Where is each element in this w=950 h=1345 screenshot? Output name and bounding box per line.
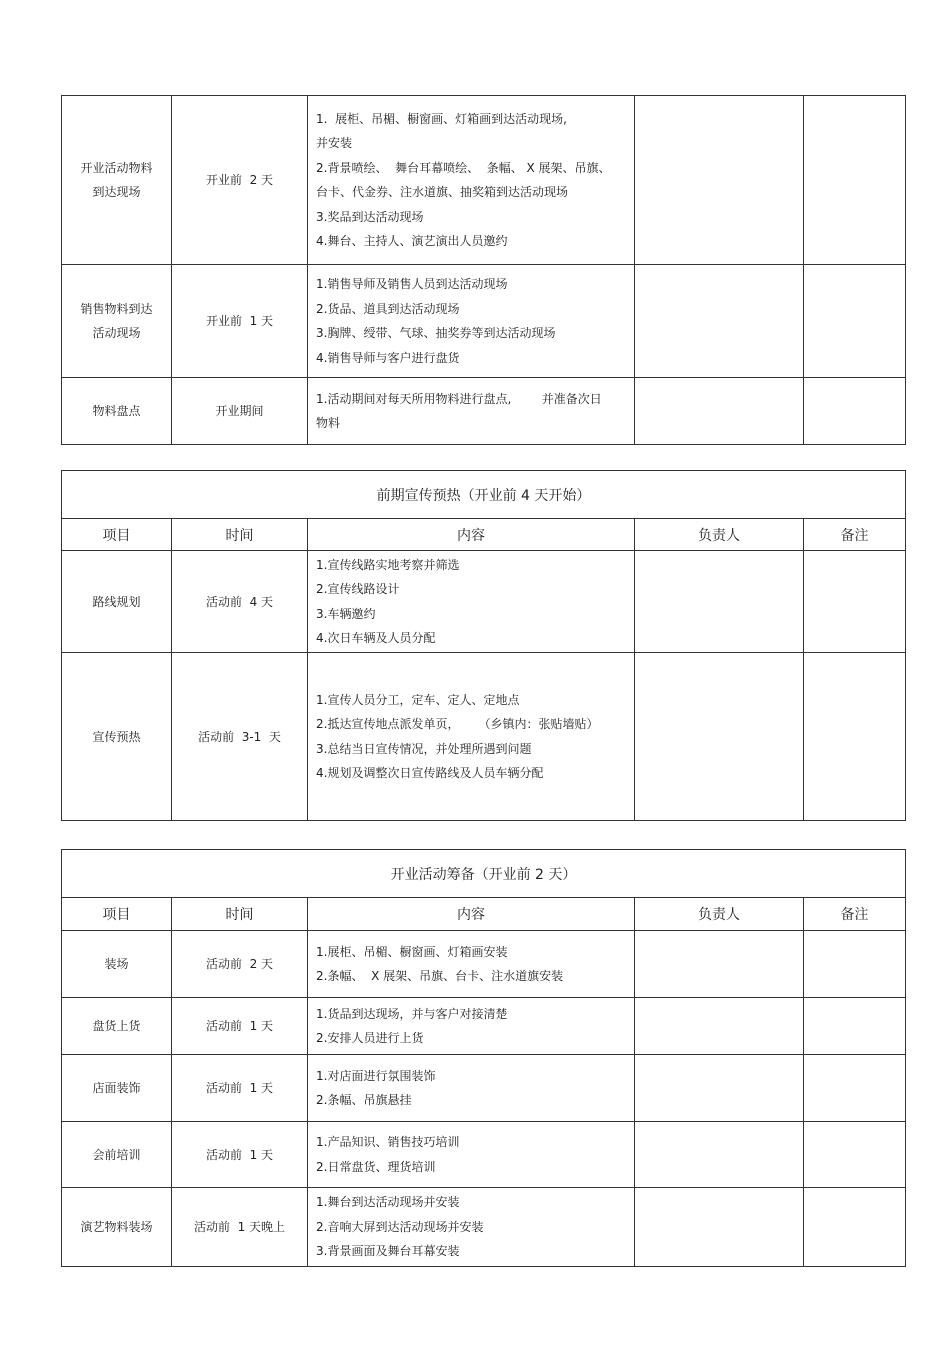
cell-note xyxy=(804,551,906,653)
table-row xyxy=(62,1122,906,1188)
cell-content xyxy=(308,1122,635,1188)
content-line: 3.总结当日宣传情况，并处理所遇到问题 xyxy=(316,741,532,756)
cell-content xyxy=(308,1055,635,1122)
cell-owner xyxy=(635,1122,804,1188)
content-line: 1.销售导师及销售人员到达活动现场 xyxy=(316,277,508,291)
header-note: 备注 xyxy=(804,519,906,551)
cell-time: 开业前 2 天 xyxy=(172,96,308,265)
content-line: 并安装 xyxy=(316,136,353,150)
table-title-row xyxy=(62,471,906,519)
plan-table-opening-preparation xyxy=(61,849,906,1267)
cell-note xyxy=(804,1122,906,1188)
item-line: 开业活动物料 xyxy=(80,161,153,175)
table-row xyxy=(62,378,906,445)
cell-note xyxy=(804,998,906,1055)
header-owner: 负责人 xyxy=(635,898,804,931)
header-item: 项目 xyxy=(62,898,172,931)
content-line: 3.胸牌、绶带、气球、抽奖券等到达活动现场 xyxy=(316,326,556,340)
cell-item xyxy=(62,96,172,265)
cell-time: 开业前 1 天 xyxy=(172,265,308,378)
cell-note xyxy=(804,378,906,445)
header-content: 内容 xyxy=(308,519,635,551)
table-row xyxy=(62,265,906,378)
cell-item xyxy=(62,378,172,445)
cell-item xyxy=(62,551,172,653)
cell-content xyxy=(308,653,635,821)
header-content: 内容 xyxy=(308,898,635,931)
content-line: 台卡、代金券、注水道旗、抽奖箱到达活动现场 xyxy=(316,185,569,199)
cell-note xyxy=(804,1055,906,1122)
header-item: 项目 xyxy=(62,519,172,551)
cell-content xyxy=(308,998,635,1055)
content-line: 3.奖品到达活动现场 xyxy=(316,209,424,224)
cell-note xyxy=(804,265,906,378)
content-line: 2.宣传线路设计 xyxy=(316,582,400,596)
content-line: 4.规划及调整次日宣传路线及人员车辆分配 xyxy=(316,766,544,780)
item-line: 物料盘点 xyxy=(92,404,141,418)
content-line: 物料 xyxy=(316,416,341,430)
header-time: 时间 xyxy=(172,898,308,931)
content-line: 1.货品到达现场，并与客户对接清楚 xyxy=(316,1006,508,1021)
content-line: 4.次日车辆及人员分配 xyxy=(316,631,436,645)
table-row xyxy=(62,931,906,998)
content-line: 1.展柜、吊楣、橱窗画、灯箱画安装 xyxy=(316,944,508,959)
item-line: 路线规划 xyxy=(92,594,141,609)
content-line: 2.条幅、 X 展架、吊旗、台卡、注水道旗安装 xyxy=(316,969,564,983)
content-line: 1. 展柜、吊楣、橱窗画、灯箱画到达活动现场, xyxy=(316,111,567,126)
item-line: 装场 xyxy=(104,957,129,971)
content-line: 1.对店面进行氛围装饰 xyxy=(316,1068,436,1083)
cell-owner xyxy=(635,96,804,265)
content-line: 2.背景喷绘、 舞台耳幕喷绘、 条幅、 X 展架、吊旗、 xyxy=(316,160,611,175)
cell-owner xyxy=(635,1188,804,1267)
cell-owner xyxy=(635,378,804,445)
content-line: 2.抵达宣传地点派发单页， （乡镇内：张贴墙贴） xyxy=(316,717,599,731)
content-line: 1.活动期间对每天所用物料进行盘点, 并准备次日 xyxy=(316,391,602,406)
item-line: 会前培训 xyxy=(92,1147,141,1162)
content-line: 1.产品知识、销售技巧培训 xyxy=(316,1135,460,1149)
content-line: 2.音响大屏到达活动现场并安装 xyxy=(316,1219,484,1234)
cell-item xyxy=(62,1188,172,1267)
cell-content xyxy=(308,931,635,998)
item-line: 销售物料到达 xyxy=(80,302,153,316)
content-line: 1.舞台到达活动现场并安装 xyxy=(316,1195,460,1210)
cell-content xyxy=(308,96,635,265)
content-line: 2.安排人员进行上货 xyxy=(316,1031,424,1045)
table-row xyxy=(62,998,906,1055)
cell-owner xyxy=(635,265,804,378)
cell-content xyxy=(308,265,635,378)
cell-note xyxy=(804,653,906,821)
table-row xyxy=(62,653,906,821)
cell-note xyxy=(804,1188,906,1267)
item-line: 到达现场 xyxy=(92,185,141,199)
cell-note xyxy=(804,96,906,265)
cell-time: 活动前 1 天晚上 xyxy=(172,1188,308,1267)
cell-time: 开业期间 xyxy=(172,378,308,445)
content-line: 2.条幅、吊旗悬挂 xyxy=(316,1093,412,1107)
plan-table-opening-materials xyxy=(61,95,906,445)
content-line: 3.背景画面及舞台耳幕安装 xyxy=(316,1244,460,1259)
cell-owner xyxy=(635,653,804,821)
cell-owner xyxy=(635,551,804,653)
cell-time: 活动前 1 天 xyxy=(172,998,308,1055)
cell-item xyxy=(62,931,172,998)
cell-item xyxy=(62,1055,172,1122)
content-line: 2.货品、道具到达活动现场 xyxy=(316,301,460,316)
item-line: 宣传预热 xyxy=(92,729,141,744)
content-line: 2.日常盘货、理货培训 xyxy=(316,1159,436,1174)
cell-owner xyxy=(635,1055,804,1122)
cell-content xyxy=(308,378,635,445)
header-owner: 负责人 xyxy=(635,519,804,551)
table-header-row xyxy=(62,519,906,551)
cell-owner xyxy=(635,931,804,998)
cell-content xyxy=(308,1188,635,1267)
table-row xyxy=(62,1188,906,1267)
cell-time: 活动前 1 天 xyxy=(172,1122,308,1188)
cell-item xyxy=(62,265,172,378)
cell-item xyxy=(62,653,172,821)
cell-note xyxy=(804,931,906,998)
table-row xyxy=(62,96,906,265)
table-title: 开业活动筹备（开业前 2 天） xyxy=(62,850,906,898)
cell-time: 活动前 1 天 xyxy=(172,1055,308,1122)
content-line: 3.车辆邀约 xyxy=(316,606,376,621)
item-line: 活动现场 xyxy=(92,326,141,340)
cell-item xyxy=(62,1122,172,1188)
content-line: 1.宣传线路实地考察并筛选 xyxy=(316,557,460,572)
header-time: 时间 xyxy=(172,519,308,551)
cell-time: 活动前 4 天 xyxy=(172,551,308,653)
cell-content xyxy=(308,551,635,653)
table-row xyxy=(62,1055,906,1122)
cell-time: 活动前 3-1 天 xyxy=(172,653,308,821)
table-row xyxy=(62,551,906,653)
content-line: 1.宣传人员分工，定车、定人、定地点 xyxy=(316,692,520,707)
item-line: 演艺物料装场 xyxy=(80,1220,153,1234)
cell-item xyxy=(62,998,172,1055)
item-line: 盘货上货 xyxy=(92,1019,141,1033)
table-header-row xyxy=(62,898,906,931)
cell-owner xyxy=(635,998,804,1055)
cell-time: 活动前 2 天 xyxy=(172,931,308,998)
item-line: 店面装饰 xyxy=(92,1081,141,1095)
content-line: 4.销售导师与客户进行盘货 xyxy=(316,350,460,365)
header-note: 备注 xyxy=(804,898,906,931)
table-title-row xyxy=(62,850,906,898)
plan-table-pre-promotion xyxy=(61,470,906,821)
table-title: 前期宣传预热（开业前 4 天开始） xyxy=(62,471,906,519)
content-line: 4.舞台、主持人、演艺演出人员邀约 xyxy=(316,234,508,248)
